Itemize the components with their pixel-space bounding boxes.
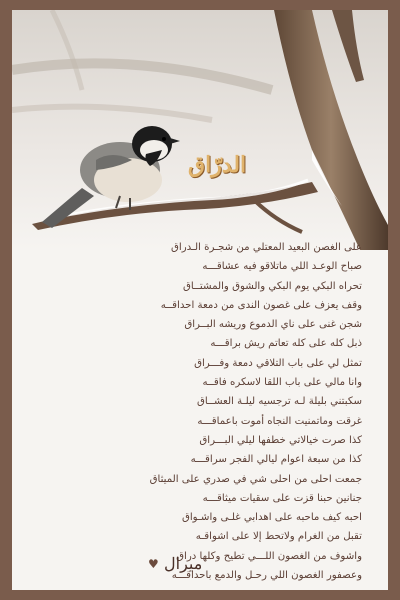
poem-body [32, 238, 362, 585]
poem-line: سكبتني بليلة لـه ترجسيه ليلـة العشــاق [196, 396, 362, 408]
poem-line: ذبل كله على كله تعاتم ريش براقـــه [210, 338, 362, 350]
poem-title: الدرّاق [188, 152, 247, 178]
poem-line: تحراه البكي يوم البكي والشوق والمشتــاق [182, 280, 362, 292]
poem-line: واشوف من الغصون اللـــي تطيح وكلها دراق [176, 550, 362, 562]
poem-line: جمعت احلى من احلى شي في صدري على الميثاق [149, 473, 362, 485]
poem-line: صباح الوعـد اللي ماتلاقو فيه عشاقـــه [202, 261, 362, 273]
poem-line: غرقت وماتمنيت النجاه أموت باعماقـــه [197, 415, 362, 427]
winter-branch-illustration [12, 10, 388, 250]
poem-line: تقبل من الغرام ولاتحط إلا على اشواقـه [195, 531, 362, 543]
signature: ميرال [164, 554, 203, 573]
poem-line: كذا صرت خيالاتي خطفها ليلي البـــراق [199, 434, 362, 446]
poem-line: شجن غنى على ناي الدموع وريشه البــراق [184, 319, 362, 331]
poem-line: وانا مالي على باب اللقا لاسكره فاقــه [202, 377, 362, 389]
heart-icon: ♥ [148, 557, 159, 571]
poem-line: جنانين حبنا قزت على سقيات ميثاقـــه [202, 492, 362, 504]
poem-line: تمثل لي على باب التلاقي دمعة وفـــراق [194, 357, 362, 369]
poem-line: وعصفور الغصون اللي رحـل والدمع باحداقـــه [171, 570, 362, 582]
poem-line: كذا من سبعة اعوام ليالي الفجر سراقـــه [190, 454, 362, 466]
poem-line: على الغصن البعيد المعتلي من شجـرة الـدراق [170, 242, 362, 253]
poem-line: وقف يعزف على غصون الندى من دمعة احداقــه [160, 299, 362, 311]
poem-line: احبه كيف ماحبه على اهدابي غلـى واشـواق [181, 512, 362, 524]
poem-card [12, 10, 388, 590]
